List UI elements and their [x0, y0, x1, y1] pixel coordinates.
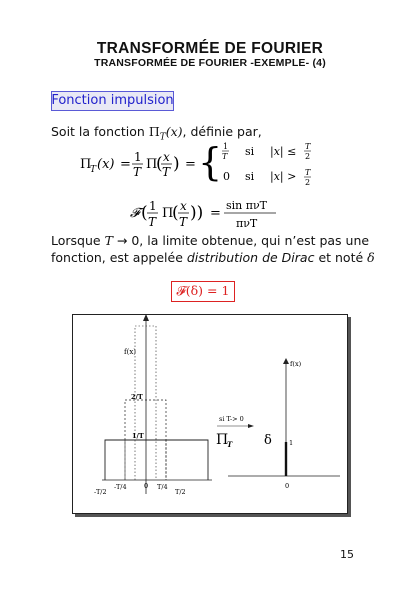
- svg-text:(: (: [172, 203, 179, 223]
- tick-T-2: T/2: [175, 488, 186, 496]
- svg-text:T: T: [90, 165, 97, 175]
- svg-text:Π: Π: [162, 206, 174, 221]
- svg-text:x: x: [163, 150, 170, 164]
- tick-neg-T-2: -T/2: [94, 488, 107, 496]
- rect-tall: [135, 326, 156, 480]
- slide-title: TRANSFORMÉE DE FOURIER: [96, 40, 324, 57]
- delta-symbol: δ: [264, 433, 272, 448]
- dirac-result: 𝓕(δ) = 1: [176, 283, 230, 298]
- rect-1-over-T: [105, 440, 208, 480]
- pi-symbol: Π: [216, 432, 229, 448]
- conclusion-line-2: fonction, est appelée distribution de Dirac et noté δ: [51, 250, 375, 265]
- svg-text:|x| ≤: |x| ≤: [270, 145, 297, 158]
- svg-text:|x| >: |x| >: [270, 170, 297, 183]
- svg-text:(x): (x): [97, 157, 115, 172]
- tick-T-4: T/4: [157, 483, 168, 491]
- svg-text:1: 1: [149, 199, 157, 213]
- svg-text:T: T: [162, 165, 171, 179]
- intro-suffix: , définie par,: [182, 124, 262, 139]
- svg-text:=: =: [210, 206, 221, 221]
- svg-text:): ): [173, 154, 180, 174]
- svg-text:(: (: [156, 154, 163, 174]
- svg-text:T: T: [179, 215, 188, 229]
- slide-subtitle: TRANSFORMÉE DE FOURIER -EXEMPLE- (4): [94, 57, 326, 69]
- svg-text:Π: Π: [146, 157, 158, 172]
- svg-text:=: =: [185, 157, 196, 172]
- label-2-over-T: 2/T: [131, 393, 143, 401]
- arrow-head-icon: [248, 424, 254, 428]
- right-origin-label: 0: [285, 482, 290, 490]
- svg-text:{: {: [198, 140, 223, 184]
- left-axis-label: f(x): [124, 348, 137, 356]
- svg-text:1: 1: [134, 150, 142, 164]
- svg-text:=: =: [120, 157, 131, 172]
- intro-prefix: Soit la fonction: [51, 124, 145, 139]
- label-1-over-T: 1/T: [132, 432, 144, 440]
- svg-text:T: T: [305, 168, 311, 177]
- intro-func: $\Pi_T(x)$: [148, 124, 183, 143]
- svg-text:0: 0: [223, 170, 230, 183]
- fourier-equation: [130, 195, 310, 237]
- right-y-arrow-icon: [283, 358, 289, 364]
- tick-zero: 0: [144, 482, 149, 490]
- tick-neg-T-4: -T/4: [114, 483, 127, 491]
- svg-text:si: si: [245, 170, 255, 183]
- svg-text:)): )): [190, 203, 204, 223]
- svg-text:T: T: [305, 142, 311, 151]
- svg-text:𝓕: 𝓕: [130, 206, 140, 221]
- svg-text:(: (: [141, 203, 148, 223]
- pi-sub: T: [227, 440, 233, 449]
- svg-text:2: 2: [305, 178, 311, 187]
- conclusion-line-1: Lorsque T → 0, la limite obtenue, qui n’est pas une: [51, 233, 370, 248]
- arrow-label: si T-> 0: [219, 415, 244, 423]
- svg-text:πνT: πνT: [236, 217, 258, 230]
- svg-text:1: 1: [223, 142, 229, 151]
- page-number: 15: [340, 548, 354, 561]
- svg-text:x: x: [180, 199, 187, 213]
- svg-text:Π: Π: [80, 157, 92, 172]
- svg-text:T: T: [222, 152, 228, 161]
- svg-text:2: 2: [305, 152, 311, 161]
- svg-text:sin πνT: sin πνT: [226, 199, 267, 212]
- svg-text:T: T: [133, 165, 142, 179]
- svg-text:T: T: [148, 215, 157, 229]
- section-label: Fonction impulsion: [51, 93, 174, 108]
- left-y-arrow-icon: [143, 314, 149, 321]
- svg-text:si: si: [245, 145, 255, 158]
- right-axis-label: f(x): [290, 360, 302, 368]
- definition-equation: [80, 138, 320, 190]
- impulse-figure: [72, 314, 348, 514]
- right-value-label: 1: [289, 439, 294, 447]
